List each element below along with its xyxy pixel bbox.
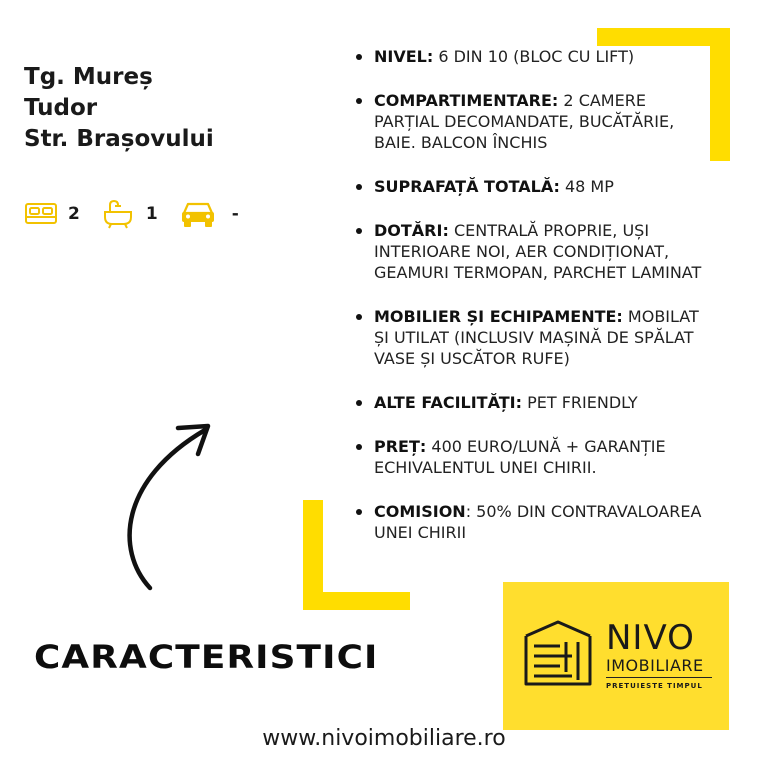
feature-label: SUPRAFAȚĂ TOTALĂ: bbox=[374, 177, 560, 196]
feature-label: ALTE FACILITĂȚI: bbox=[374, 393, 522, 412]
feature-text: MOBILAT ȘI UTILAT (INCLUSIV MAȘINĂ DE SPĂLAT VASE ȘI USCĂTOR RUFE) bbox=[374, 307, 699, 368]
yellow-bracket-bottom-horizontal bbox=[303, 592, 410, 610]
feature-text: 400 EURO/LUNĂ + GARANȚIE ECHIVALENTUL UNEI CHIRII. bbox=[374, 437, 666, 477]
features-list bbox=[352, 46, 712, 566]
feature-label: MOBILIER ȘI ECHIPAMENTE: bbox=[374, 307, 623, 326]
feature-text: 6 DIN 10 (BLOC CU LIFT) bbox=[438, 47, 635, 66]
feature-text: 48 MP bbox=[564, 177, 614, 196]
feature-label: DOTĂRI: bbox=[374, 221, 449, 240]
parking-count: - bbox=[231, 204, 239, 224]
feature-item bbox=[352, 220, 712, 283]
feature-item bbox=[352, 501, 712, 543]
curved-arrow-icon bbox=[110, 410, 220, 600]
logo-slogan: PRETUIESTE TIMPUL bbox=[606, 682, 703, 690]
logo-divider bbox=[606, 677, 712, 678]
feature-label: COMISION bbox=[374, 502, 466, 521]
page-title: CARACTERISTICI bbox=[34, 638, 379, 676]
building-logo-icon bbox=[520, 616, 596, 690]
yellow-bracket-top-vertical bbox=[710, 28, 730, 161]
feature-label: NIVEL: bbox=[374, 47, 434, 66]
bedrooms-count: 2 bbox=[68, 204, 80, 224]
feature-text: PET FRIENDLY bbox=[527, 393, 638, 412]
logo-name: NIVO bbox=[606, 618, 695, 658]
location-street: Str. Brașovului bbox=[24, 126, 214, 152]
location-block bbox=[24, 62, 214, 155]
feature-text: : 50% DIN CONTRAVALOAREA UNEI CHIRII bbox=[374, 502, 702, 542]
location-district: Tudor bbox=[24, 95, 98, 121]
amenities-row bbox=[24, 198, 239, 230]
feature-text: CENTRALĂ PROPRIE, UȘI INTERIOARE NOI, AER CONDIȚIONAT, GEAMURI TERMOPAN, PARCHET LAMINAT bbox=[374, 221, 702, 282]
feature-text: 2 CAMERE PARȚIAL DECOMANDATE, BUCĂTĂRIE, BAIE. BALCON ÎNCHIS bbox=[374, 91, 675, 152]
car-icon bbox=[180, 200, 216, 228]
feature-item bbox=[352, 436, 712, 478]
bathrooms-count: 1 bbox=[145, 204, 158, 224]
logo-subtitle: IMOBILIARE bbox=[606, 656, 704, 675]
feature-label: COMPARTIMENTARE: bbox=[374, 91, 559, 110]
bed-icon bbox=[24, 202, 58, 226]
feature-item bbox=[352, 392, 712, 413]
feature-item bbox=[352, 306, 712, 369]
website-link[interactable]: www.nivoimobiliare.ro bbox=[262, 726, 506, 751]
feature-item bbox=[352, 46, 712, 67]
feature-item bbox=[352, 90, 712, 153]
feature-label: PREȚ: bbox=[374, 437, 427, 456]
feature-item bbox=[352, 176, 712, 197]
location-city: Tg. Mureș bbox=[24, 64, 153, 90]
bathtub-icon bbox=[102, 199, 134, 229]
